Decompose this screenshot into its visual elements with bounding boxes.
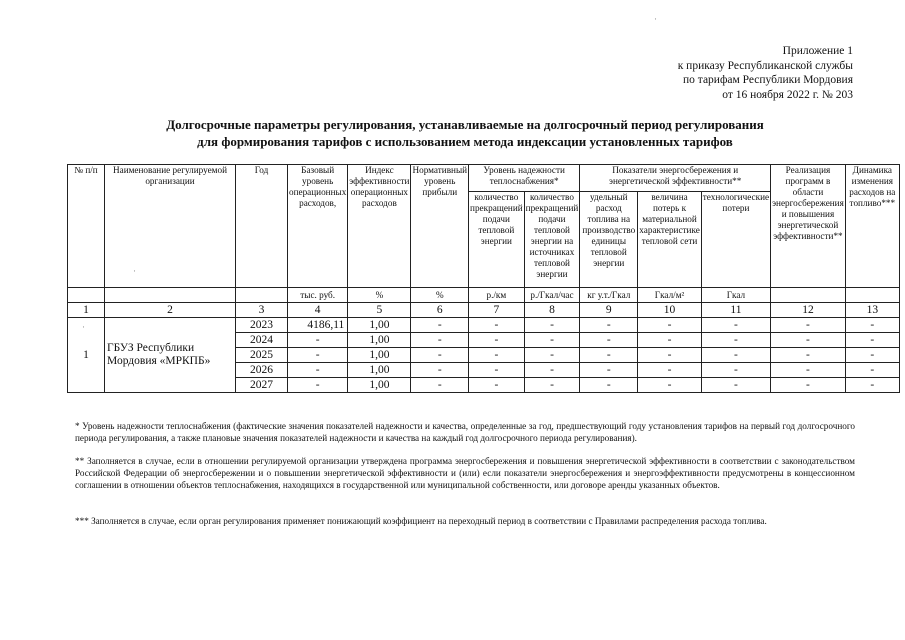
loss-ratio-cell: -	[638, 363, 701, 378]
loss-ratio-cell: -	[638, 348, 701, 363]
rel-sources-cell: -	[524, 333, 580, 348]
unit-cell: р./км	[469, 288, 525, 303]
appendix-line: к приказу Республиканской службы	[677, 59, 853, 72]
year-cell: 2026	[236, 363, 288, 378]
title-line: для формирования тарифов с использованием метода индексации установленных тарифов	[197, 134, 733, 149]
header-programs: Реализация программ в области энергосбережения и повышения энергетической эффективности**	[771, 165, 846, 288]
fuel-rate-cell: -	[580, 363, 638, 378]
index-cell: 1,00	[348, 348, 411, 363]
year-cell: 2024	[236, 333, 288, 348]
footnote-fuel-coefficient: *** Заполняется в случае, если орган регулирования применяет понижающий коэффициент на переходный период в соответствии с Правилами распределения расхода топлива.	[75, 516, 767, 526]
norm-profit-cell: -	[411, 378, 469, 393]
fuel-dynamics-cell: -	[845, 318, 899, 333]
programs-cell: -	[771, 318, 846, 333]
index-cell: 1,00	[348, 378, 411, 393]
rel-network-cell: -	[469, 363, 525, 378]
col-number: 3	[236, 303, 288, 318]
col-number: 7	[469, 303, 525, 318]
unit-cell	[845, 288, 899, 303]
unit-cell: Гкал/м²	[638, 288, 701, 303]
fuel-rate-cell: -	[580, 378, 638, 393]
header-rel-sources: количество прекращений подачи тепловой энергии на источниках тепловой энергии	[524, 192, 580, 288]
tech-loss-cell: -	[701, 348, 770, 363]
col-number: 9	[580, 303, 638, 318]
org-number: 1	[68, 318, 105, 393]
unit-cell	[236, 288, 288, 303]
norm-profit-cell: -	[411, 363, 469, 378]
fuel-dynamics-cell: -	[845, 363, 899, 378]
tech-loss-cell: -	[701, 333, 770, 348]
header-row-1	[68, 165, 900, 192]
scan-speck: ·	[133, 266, 136, 276]
appendix-line: от 16 ноября 2022 г. № 203	[722, 88, 853, 101]
units-row	[68, 288, 900, 303]
appendix-line: по тарифам Республики Мордовия	[683, 74, 853, 86]
tech-loss-cell: -	[701, 318, 770, 333]
unit-cell: %	[348, 288, 411, 303]
header-tech-loss: технологические потери	[701, 192, 770, 288]
appendix-line: Приложение 1	[782, 45, 853, 57]
unit-cell: %	[411, 288, 469, 303]
norm-profit-cell: -	[411, 348, 469, 363]
scan-speck: ·	[654, 14, 657, 24]
unit-cell: кг у.т./Гкал	[580, 288, 638, 303]
programs-cell: -	[771, 363, 846, 378]
fuel-rate-cell: -	[580, 333, 638, 348]
header-efficiency-index: Индекс эффективности операционных расходов	[348, 165, 411, 288]
org-name: ГБУЗ Республики Мордовия «МРКПБ»	[105, 318, 236, 393]
unit-cell: р./Гкал/час	[524, 288, 580, 303]
header-fuel-dynamics: Динамика изменения расходов на топливо***	[845, 165, 899, 288]
year-cell: 2027	[236, 378, 288, 393]
loss-ratio-cell: -	[638, 318, 701, 333]
index-cell: 1,00	[348, 318, 411, 333]
base-opex-cell: 4186,11	[288, 318, 348, 333]
header-num: № п/п	[68, 165, 105, 288]
tech-loss-cell: -	[701, 378, 770, 393]
rel-sources-cell: -	[524, 318, 580, 333]
fuel-dynamics-cell: -	[845, 333, 899, 348]
header-org: Наименование регулируемой организации	[105, 165, 236, 288]
fuel-dynamics-cell: -	[845, 348, 899, 363]
norm-profit-cell: -	[411, 318, 469, 333]
column-number-row	[68, 303, 900, 318]
year-cell: 2023	[236, 318, 288, 333]
base-opex-cell: -	[288, 363, 348, 378]
col-number: 1	[68, 303, 105, 318]
col-number: 8	[524, 303, 580, 318]
footnote-reliability: * Уровень надежности теплоснабжения (фактические значения показателей надежности и качества, определенные за год, предшествующий году установления тарифов на первый год долгосрочного периода регулирования, а также плановые значения показателей надежности и качества на каждый год долгосрочного периода регулирования).	[75, 421, 855, 443]
fuel-rate-cell: -	[580, 348, 638, 363]
unit-cell	[68, 288, 105, 303]
rel-sources-cell: -	[524, 363, 580, 378]
programs-cell: -	[771, 333, 846, 348]
header-base-opex: Базовый уровень операционных расходов,	[288, 165, 348, 288]
col-number: 4	[288, 303, 348, 318]
base-opex-cell: -	[288, 333, 348, 348]
col-number: 2	[105, 303, 236, 318]
header-year: Год	[236, 165, 288, 288]
title-line: Долгосрочные параметры регулирования, устанавливаемые на долгосрочный период регулирования	[166, 117, 764, 132]
col-number: 6	[411, 303, 469, 318]
header-fuel-rate: удельный расход топлива на производство единицы тепловой энергии	[580, 192, 638, 288]
loss-ratio-cell: -	[638, 333, 701, 348]
index-cell: 1,00	[348, 363, 411, 378]
base-opex-cell: -	[288, 348, 348, 363]
col-number: 10	[638, 303, 701, 318]
rel-sources-cell: -	[524, 348, 580, 363]
header-energy-group: Показатели энергосбережения и энергетической эффективности**	[580, 165, 771, 192]
fuel-rate-cell: -	[580, 318, 638, 333]
unit-cell: тыс. руб.	[288, 288, 348, 303]
document-title	[60, 116, 870, 150]
rel-network-cell: -	[469, 348, 525, 363]
header-loss-ratio: величина потерь к материальной характеристике тепловой сети	[638, 192, 701, 288]
footnote-energy-programs: ** Заполняется в случае, если в отношении регулируемой организации утверждена программа энергосбережения и повышения энергетической эффективности в соответствии с законодательством Российской Федерации об энергосбережении и о повышении энергетической эффективности и (или) если показатели энергосбережения и энергоэффективности предусмотрены в концессионном соглашении в отношении объектов теплоснабжения, находящихся в государственной или муниципальной собственности, или договоре аренды указанных объектов.	[75, 456, 855, 490]
parameters-table	[67, 164, 900, 393]
header-reliability-group: Уровень надежности теплоснабжения*	[469, 165, 580, 192]
unit-cell	[105, 288, 236, 303]
col-number: 11	[701, 303, 770, 318]
rel-network-cell: -	[469, 318, 525, 333]
unit-cell: Гкал	[701, 288, 770, 303]
norm-profit-cell: -	[411, 333, 469, 348]
loss-ratio-cell: -	[638, 378, 701, 393]
index-cell: 1,00	[348, 333, 411, 348]
unit-cell	[771, 288, 846, 303]
table-row	[68, 318, 900, 333]
programs-cell: -	[771, 378, 846, 393]
scan-speck: ·	[82, 322, 85, 332]
rel-network-cell: -	[469, 333, 525, 348]
col-number: 13	[845, 303, 899, 318]
programs-cell: -	[771, 348, 846, 363]
rel-sources-cell: -	[524, 378, 580, 393]
year-cell: 2025	[236, 348, 288, 363]
tech-loss-cell: -	[701, 363, 770, 378]
col-number: 5	[348, 303, 411, 318]
rel-network-cell: -	[469, 378, 525, 393]
fuel-dynamics-cell: -	[845, 378, 899, 393]
header-normative-profit: Нормативный уровень прибыли	[411, 165, 469, 288]
header-rel-network: количество прекращений подачи тепловой энергии	[469, 192, 525, 288]
base-opex-cell: -	[288, 378, 348, 393]
appendix-block	[553, 44, 853, 102]
col-number: 12	[771, 303, 846, 318]
